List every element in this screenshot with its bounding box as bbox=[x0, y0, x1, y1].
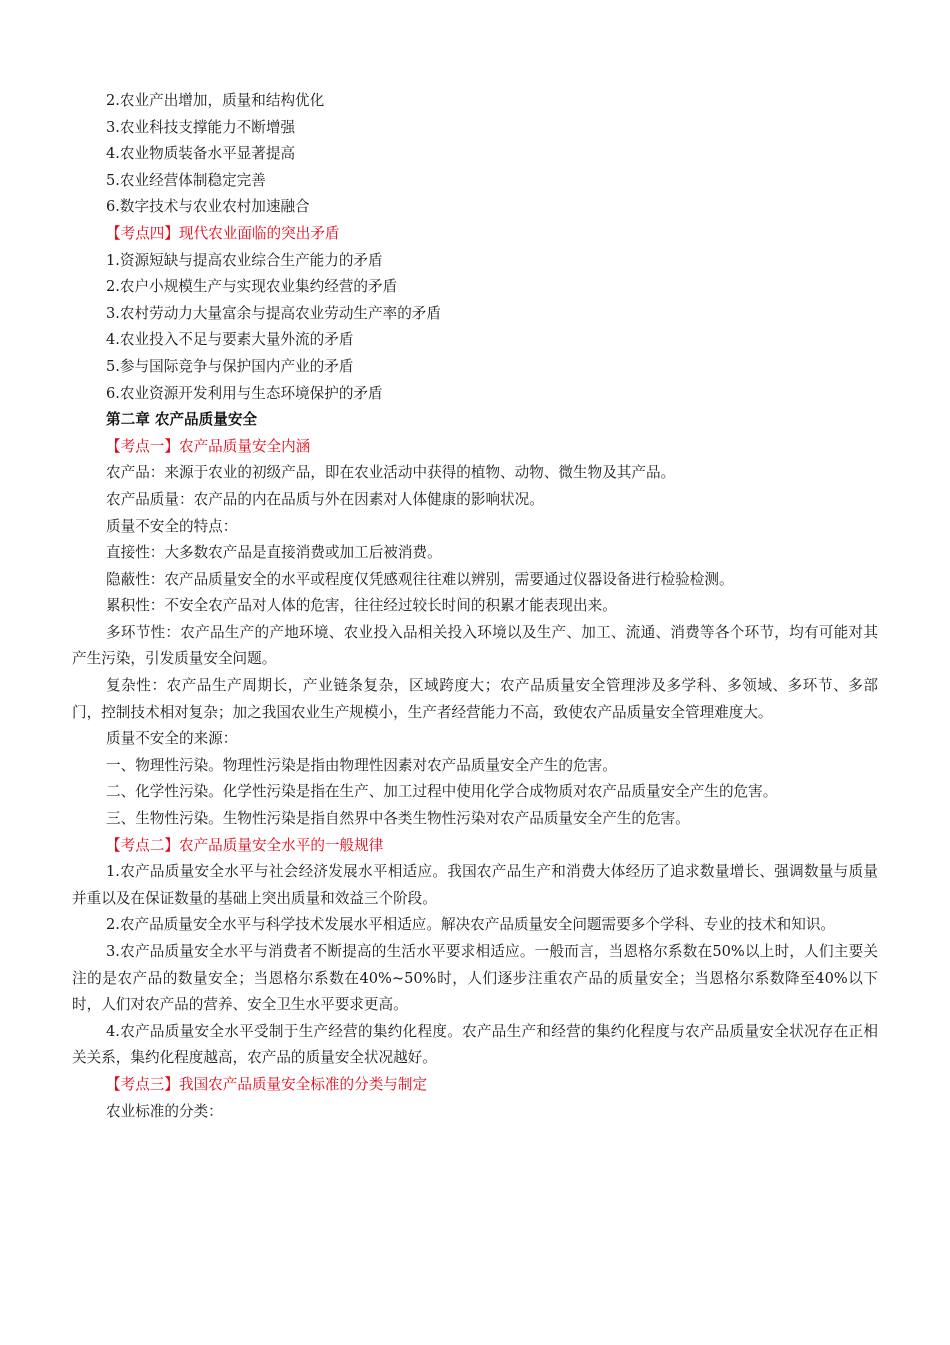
list-item: 4.农业投入不足与要素大量外流的矛盾 bbox=[106, 331, 354, 349]
paragraph: 多环节性：农产品生产的产地环境、农业投入品相关投入环境以及生产、加工、流通、消费等各个环节，均有可能对其产生污染，引发质量安全问题。 bbox=[72, 623, 878, 668]
paragraph: 隐蔽性：农产品质量安全的水平或程度仅凭感观往往难以辨别，需要通过仪器设备进行检验检测。 bbox=[106, 570, 734, 588]
paragraph: 2.农产品质量安全水平与科学技术发展水平相适应。解决农产品质量安全问题需要多个学科、专业的技术和知识。 bbox=[106, 916, 836, 934]
document-body bbox=[72, 88, 878, 1125]
paragraph: 复杂性：农产品生产周期长，产业链条复杂，区域跨度大；农产品质量安全管理涉及多学科、多领域、多环节、多部门，控制技术相对复杂；加之我国农业生产规模小，生产者经营能力不高，致使农产品质量安全管理难度大。 bbox=[72, 677, 878, 721]
list-item: 5.参与国际竞争与保护国内产业的矛盾 bbox=[106, 357, 354, 375]
list-item: 5.农业经营体制稳定完善 bbox=[106, 171, 266, 189]
list-item: 6.数字技术与农业农村加速融合 bbox=[106, 198, 310, 216]
paragraph: 农产品：来源于农业的初级产品，即在农业活动中获得的植物、动物、微生物及其产品。 bbox=[106, 464, 676, 482]
section-heading-kaodian1: 【考点一】农产品质量安全内涵 bbox=[106, 437, 311, 455]
paragraph: 质量不安全的特点： bbox=[106, 517, 238, 535]
list-item: 4.农业物质装备水平显著提高 bbox=[106, 145, 296, 163]
list-item: 3.农村劳动力大量富余与提高农业劳动生产率的矛盾 bbox=[106, 304, 441, 322]
paragraph: 农产品质量：农产品的内在品质与外在因素对人体健康的影响状况。 bbox=[106, 490, 544, 508]
paragraph: 直接性：大多数农产品是直接消费或加工后被消费。 bbox=[106, 544, 442, 562]
paragraph: 1.农产品质量安全水平与社会经济发展水平相适应。我国农产品生产和消费大体经历了追求数量增长、强调数量与质量并重以及在保证数量的基础上突出质量和效益三个阶段。 bbox=[72, 863, 878, 907]
paragraph: 二、化学性污染。化学性污染是指在生产、加工过程中使用化学合成物质对农产品质量安全产生的危害。 bbox=[106, 783, 778, 801]
paragraph: 3.农产品质量安全水平与消费者不断提高的生活水平要求相适应。一般而言，当恩格尔系数在50%以上时，人们主要关注的是农产品的数量安全；当恩格尔系数在40%~50%时，人们逐步注重农产品的质量安全；当恩格尔系数降至40%以下时，人们对农产品的营养、安全卫生水平要求更高。 bbox=[72, 943, 878, 1014]
paragraph: 质量不安全的来源： bbox=[106, 730, 238, 748]
list-item: 2.农户小规模生产与实现农业集约经营的矛盾 bbox=[106, 278, 398, 296]
paragraph: 累积性：不安全农产品对人体的危害，往往经过较长时间的积累才能表现出来。 bbox=[106, 597, 617, 615]
list-item: 2.农业产出增加，质量和结构优化 bbox=[106, 92, 325, 109]
chapter-title: 第二章 农产品质量安全 bbox=[106, 411, 258, 429]
list-item: 3.农业科技支撑能力不断增强 bbox=[106, 118, 296, 136]
paragraph: 农业标准的分类： bbox=[106, 1102, 223, 1120]
paragraph: 三、生物性污染。生物性污染是指自然界中各类生物性污染对农产品质量安全产生的危害。 bbox=[106, 810, 690, 828]
list-item: 6.农业资源开发利用与生态环境保护的矛盾 bbox=[106, 384, 383, 402]
paragraph: 4.农产品质量安全水平受制于生产经营的集约化程度。农产品生产和经营的集约化程度与农产品质量安全状况存在正相关关系，集约化程度越高，农产品的质量安全状况越好。 bbox=[72, 1022, 878, 1067]
section-heading-kaodian3: 【考点三】我国农产品质量安全标准的分类与制定 bbox=[106, 1075, 428, 1093]
list-item: 1.资源短缺与提高农业综合生产能力的矛盾 bbox=[106, 251, 383, 269]
section-heading-kaodian4: 【考点四】现代农业面临的突出矛盾 bbox=[106, 224, 340, 242]
section-heading-kaodian2: 【考点二】农产品质量安全水平的一般规律 bbox=[106, 836, 384, 854]
paragraph: 一、物理性污染。物理性污染是指由物理性因素对农产品质量安全产生的危害。 bbox=[106, 756, 617, 774]
